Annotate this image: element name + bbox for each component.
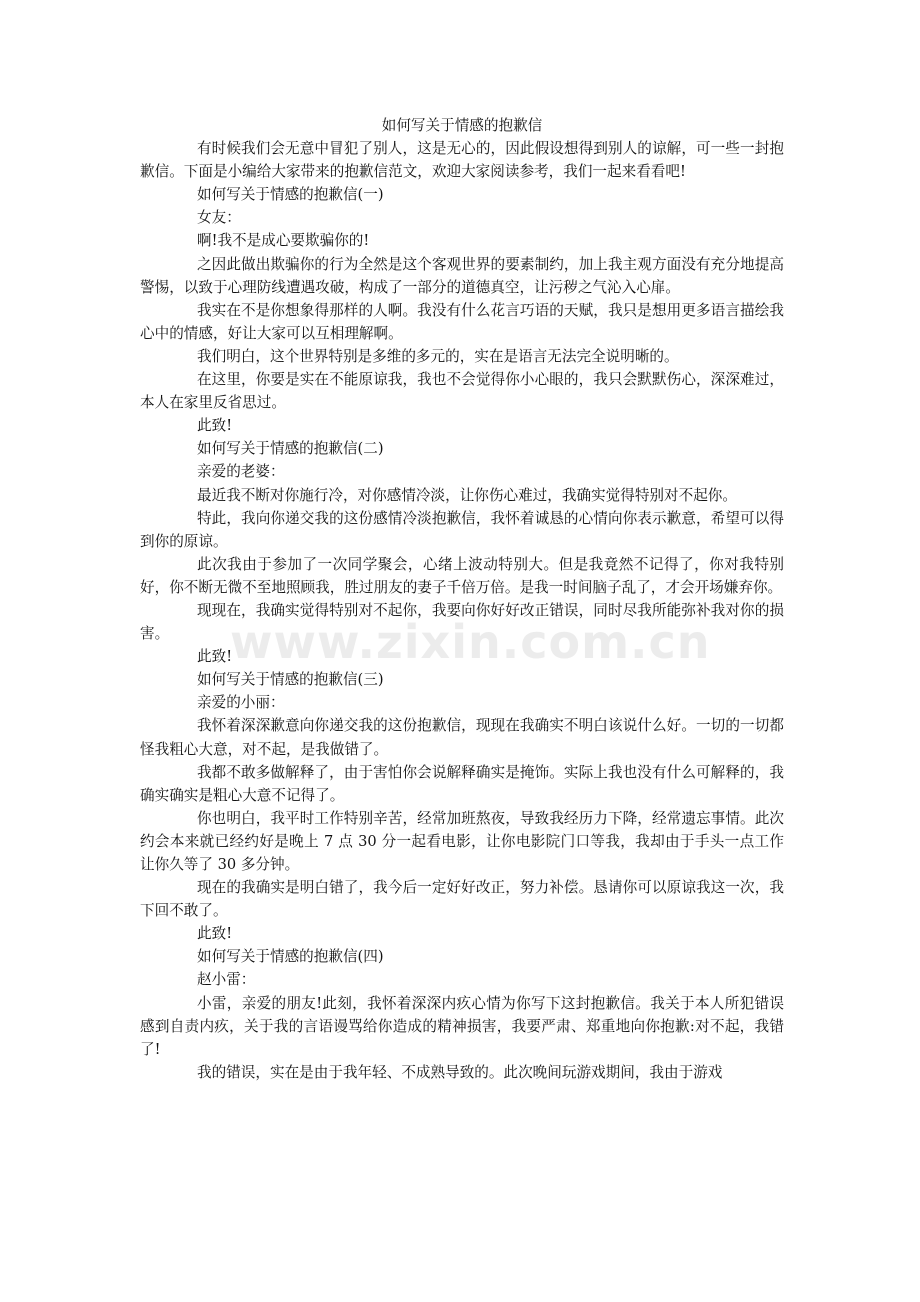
paragraph: 之因此做出欺骗你的行为全然是这个客观世界的要素制约，加上我主观方面没有充分地提高警惕，以致于心理防线遭遇攻破，构成了一部分的道德真空，让污秽之气沁入心扉。 — [140, 255, 784, 296]
paragraph: 我实在不是你想象得那样的人啊。我没有什么花言巧语的天赋，我只是想用更多语言描绘我心中的情感，好让大家可以互相理解啊。 — [140, 301, 784, 342]
paragraph: 你也明白，我平时工作特别辛苦，经常加班熬夜，导致我经历力下降，经常遗忘事情。此次约会本来就已经约好是晚上 7 点 30 分一起看电影，让你电影院门口等我，我却由于手头一点工作让你久等了 30 多分钟。 — [140, 809, 784, 873]
paragraph: 现现在，我确实觉得特别对不起你，我要向你好好改正错误，同时尽我所能弥补我对你的损害。 — [140, 601, 784, 643]
paragraph: 此致! — [197, 925, 233, 943]
paragraph: 如何写关于情感的抱歉信(一) — [197, 186, 384, 204]
paragraph: 最近我不断对你施行冷，对你感情冷淡，让你伤心难过，我确实觉得特别对不起你。 — [197, 486, 737, 504]
paragraph: 此次我由于参加了一次同学聚会，心绪上波动特别大。但是我竟然不记得了，你对我特别好，你不断无微不至地照顾我，胜过朋友的妻子千倍万倍。是我一时间脑子乱了，才会开场嫌弃你。 — [140, 555, 784, 596]
paragraph: 此致! — [197, 417, 233, 435]
paragraph: 亲爱的老婆： — [197, 463, 285, 481]
paragraph: 我都不敢多做解释了，由于害怕你会说解释确实是掩饰。实际上我也没有什么可解释的，我确实确实是粗心大意不记得了。 — [140, 763, 784, 804]
paragraph: 亲爱的小丽： — [197, 694, 285, 712]
paragraph: 小雷，亲爱的朋友!此刻，我怀着深深内疚心情为你写下这封抱歉信。我关于本人所犯错误感到自责内疚，关于我的言语谩骂给你造成的精神损害，我要严肃、郑重地向你抱歉:对不起，我错了! — [140, 994, 784, 1058]
watermark: www.zixin.com.cn — [230, 615, 711, 669]
paragraph: 我们明白，这个世界特别是多维的多元的，实在是语言无法完全说明晰的。 — [197, 347, 679, 365]
paragraph: 特此，我向你递交我的这份感情冷淡抱歉信，我怀着诚恳的心情向你表示歉意，希望可以得到你的原谅。 — [140, 509, 784, 550]
paragraph: 此致! — [197, 648, 233, 666]
paragraph: 如何写关于情感的抱歉信(二) — [197, 440, 384, 458]
document-body — [140, 114, 784, 1084]
paragraph: 赵小雷： — [197, 971, 256, 989]
paragraph-list — [140, 137, 784, 1084]
paragraph: 如何写关于情感的抱歉信(四) — [197, 948, 384, 966]
paragraph: 有时候我们会无意中冒犯了别人，这是无心的，因此假设想得到别人的谅解，可一些一封抱歉信。下面是小编给大家带来的抱歉信范文，欢迎大家阅读参考，我们一起来看看吧! — [140, 140, 784, 181]
paragraph: 在这里，你要是实在不能原谅我，我也不会觉得你小心眼的，我只会默默伤心，深深难过，本人在家里反省思过。 — [140, 371, 784, 412]
paragraph: 我的错误，实在是由于我年轻、不成熟导致的。此次晚间玩游戏期间，我由于游戏 — [197, 1063, 723, 1081]
paragraph: 我怀着深深歉意向你递交我的这份抱歉信，现现在我确实不明白该说什么好。一切的一切都怪我粗心大意，对不起，是我做错了。 — [140, 717, 784, 758]
paragraph: 现在的我确实是明白错了，我今后一定好好改正，努力补偿。恳请你可以原谅我这一次，我下回不敢了。 — [140, 879, 784, 920]
paragraph: 女友： — [197, 209, 241, 227]
document-title: 如何写关于情感的抱歉信 — [381, 117, 543, 134]
paragraph: 啊!我不是成心要欺骗你的! — [197, 232, 370, 250]
paragraph: 如何写关于情感的抱歉信(三) — [197, 671, 384, 689]
